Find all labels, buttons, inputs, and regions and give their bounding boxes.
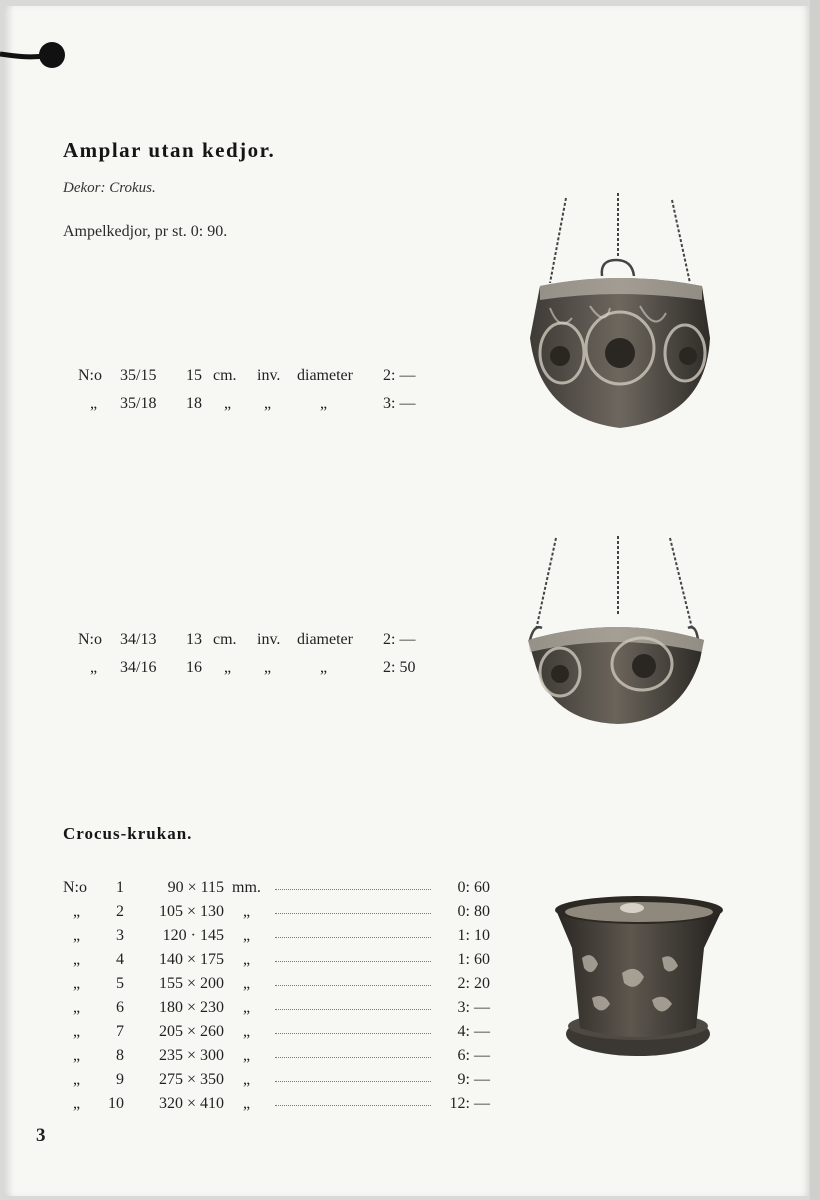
pot-unit: „ bbox=[243, 1071, 251, 1088]
pot-unit: „ bbox=[243, 903, 251, 920]
pot-number: 1 bbox=[116, 879, 124, 896]
pot-dimensions: 320 × 410 bbox=[158, 1095, 224, 1112]
row-prefix: N:o bbox=[78, 631, 102, 648]
pot-number: 7 bbox=[116, 1023, 124, 1040]
pot-prefix: „ bbox=[73, 1095, 81, 1112]
row-desc: „ bbox=[264, 395, 272, 412]
chains-price-note: Ampelkedjor, pr st. 0: 90. bbox=[63, 223, 228, 240]
pot-prefix: „ bbox=[73, 927, 81, 944]
row-price: 2: — bbox=[383, 631, 416, 648]
pot-price: 0: 80 bbox=[457, 903, 490, 920]
pot-unit: „ bbox=[243, 999, 251, 1016]
pot-number: 5 bbox=[116, 975, 124, 992]
leader-dots bbox=[275, 913, 431, 914]
pot-number: 10 bbox=[108, 1095, 124, 1112]
leader-dots bbox=[275, 961, 431, 962]
decor-label: Dekor: Crokus. bbox=[63, 180, 156, 196]
pot-price: 4: — bbox=[457, 1023, 490, 1040]
hanging-planter-34-image bbox=[520, 532, 715, 727]
row-unit: „ bbox=[224, 659, 232, 676]
leader-dots bbox=[275, 1081, 431, 1082]
pot-dimensions: 140 × 175 bbox=[158, 951, 224, 968]
row-desc: inv. bbox=[257, 367, 281, 384]
pot-unit: „ bbox=[243, 951, 251, 968]
pot-number: 2 bbox=[116, 903, 124, 920]
section-title-crocus-pot: Crocus-krukan. bbox=[63, 824, 193, 843]
pot-number: 9 bbox=[116, 1071, 124, 1088]
row-size: 15 bbox=[186, 367, 202, 384]
pot-unit: „ bbox=[243, 1095, 251, 1112]
pot-dimensions: 205 × 260 bbox=[158, 1023, 224, 1040]
pot-unit: „ bbox=[243, 1023, 251, 1040]
table-row bbox=[0, 1071, 820, 1093]
page-number: 3 bbox=[36, 1125, 46, 1146]
row-size: 16 bbox=[186, 659, 202, 676]
leader-dots bbox=[275, 1057, 431, 1058]
row-price: 2: — bbox=[383, 367, 416, 384]
pot-price: 0: 60 bbox=[457, 879, 490, 896]
pot-prefix: „ bbox=[73, 903, 81, 920]
pot-dimensions: 180 × 230 bbox=[158, 999, 224, 1016]
pot-price: 12: — bbox=[449, 1095, 490, 1112]
row-dim: „ bbox=[320, 395, 328, 412]
row-prefix: „ bbox=[90, 659, 98, 676]
product-row bbox=[0, 659, 500, 681]
pot-unit: mm. bbox=[232, 879, 261, 896]
row-unit: cm. bbox=[213, 367, 237, 384]
pot-dimensions: 105 × 130 bbox=[158, 903, 224, 920]
pot-dimensions: 90 × 115 bbox=[167, 879, 224, 896]
table-row bbox=[0, 1095, 820, 1117]
crocus-pot-image bbox=[552, 888, 727, 1063]
row-prefix: N:o bbox=[78, 367, 102, 384]
pot-dimensions: 155 × 200 bbox=[158, 975, 224, 992]
pot-unit: „ bbox=[243, 975, 251, 992]
hanging-planter-35-image bbox=[520, 188, 720, 433]
pot-price: 1: 60 bbox=[457, 951, 490, 968]
leader-dots bbox=[275, 1009, 431, 1010]
row-dim: „ bbox=[320, 659, 328, 676]
row-prefix: „ bbox=[90, 395, 98, 412]
leader-dots bbox=[275, 1105, 431, 1106]
pot-prefix: N:o bbox=[63, 879, 87, 896]
row-size: 13 bbox=[186, 631, 202, 648]
pot-dimensions: 120 · 145 bbox=[162, 927, 224, 944]
row-code: 35/15 bbox=[120, 367, 157, 384]
pot-prefix: „ bbox=[73, 1023, 81, 1040]
row-size: 18 bbox=[186, 395, 202, 412]
product-row bbox=[0, 395, 500, 417]
row-code: 34/16 bbox=[120, 659, 157, 676]
row-price: 3: — bbox=[383, 395, 416, 412]
leader-dots bbox=[275, 1033, 431, 1034]
row-dim: diameter bbox=[297, 367, 353, 384]
pot-number: 8 bbox=[116, 1047, 124, 1064]
pot-prefix: „ bbox=[73, 975, 81, 992]
pot-number: 4 bbox=[116, 951, 124, 968]
pot-number: 3 bbox=[116, 927, 124, 944]
pot-price: 3: — bbox=[457, 999, 490, 1016]
row-unit: cm. bbox=[213, 631, 237, 648]
pot-prefix: „ bbox=[73, 951, 81, 968]
binding-cord-icon bbox=[0, 38, 70, 78]
row-code: 35/18 bbox=[120, 395, 157, 412]
pot-prefix: „ bbox=[73, 999, 81, 1016]
section-title-hanging-planters: Amplar utan kedjor. bbox=[63, 138, 276, 162]
row-dim: diameter bbox=[297, 631, 353, 648]
leader-dots bbox=[275, 937, 431, 938]
row-desc: inv. bbox=[257, 631, 281, 648]
row-unit: „ bbox=[224, 395, 232, 412]
leader-dots bbox=[275, 985, 431, 986]
product-row bbox=[0, 367, 500, 389]
pot-dimensions: 235 × 300 bbox=[158, 1047, 224, 1064]
pot-unit: „ bbox=[243, 927, 251, 944]
product-row bbox=[0, 631, 500, 653]
row-price: 2: 50 bbox=[383, 659, 416, 676]
pot-price: 2: 20 bbox=[457, 975, 490, 992]
pot-price: 9: — bbox=[457, 1071, 490, 1088]
pot-price: 1: 10 bbox=[457, 927, 490, 944]
pot-number: 6 bbox=[116, 999, 124, 1016]
pot-price: 6: — bbox=[457, 1047, 490, 1064]
leader-dots bbox=[275, 889, 431, 890]
row-desc: „ bbox=[264, 659, 272, 676]
pot-prefix: „ bbox=[73, 1047, 81, 1064]
row-code: 34/13 bbox=[120, 631, 157, 648]
pot-unit: „ bbox=[243, 1047, 251, 1064]
pot-dimensions: 275 × 350 bbox=[158, 1071, 224, 1088]
pot-prefix: „ bbox=[73, 1071, 81, 1088]
